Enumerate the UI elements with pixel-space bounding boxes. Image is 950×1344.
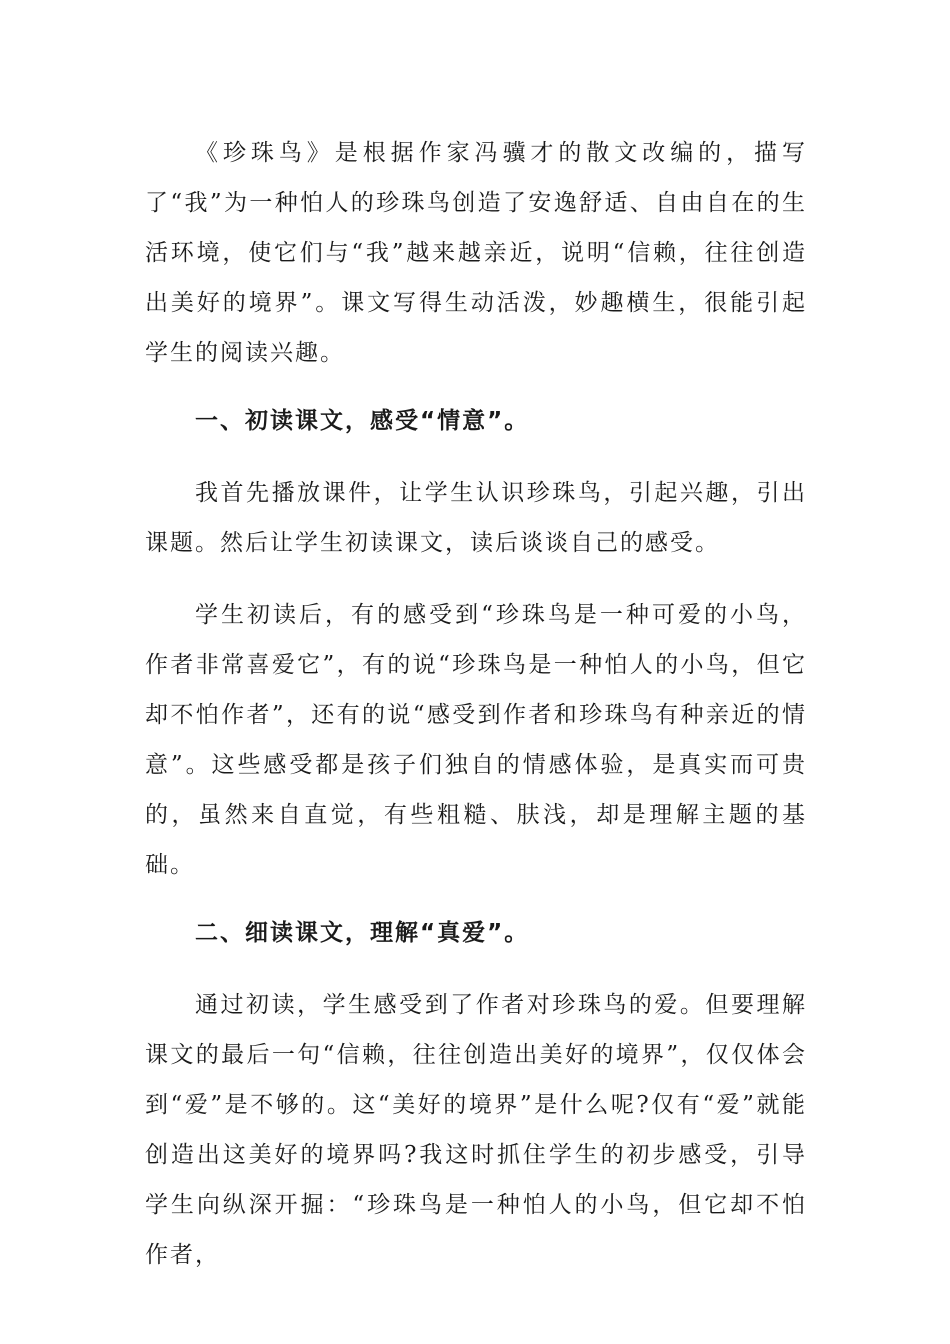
spacer	[145, 890, 807, 908]
paragraph-courseware: 我首先播放课件，让学生认识珍珠鸟，引起兴趣，引出课题。然后让学生初读课文，读后谈谈自己的感受。	[145, 480, 807, 556]
spacer	[145, 446, 807, 468]
spacer	[145, 568, 807, 590]
paragraph-close-reading: 通过初读，学生感受到了作者对珍珠鸟的爱。但要理解课文的最后一句“信赖，往往创造出美好的境界”，仅仅体会到“爱”是不够的。这“美好的境界”是什么呢?仅有“爱”就能创造出这美好的境界吗?我这时抓住学生的初步感受，引导学生向纵深开掘：“珍珠鸟是一种怕人的小鸟，但它却不怕作者，	[145, 992, 807, 1268]
spacer	[145, 958, 807, 980]
section-heading-1: 一、初读课文，感受“情意”。	[195, 408, 530, 434]
paragraph-intro: 《珍珠鸟》是根据作家冯骥才的散文改编的，描写了“我”为一种怕人的珍珠鸟创造了安逸舒适、自由自在的生活环境，使它们与“我”越来越亲近，说明“信赖，往往创造出美好的境界”。课文写得生动活泼，妙趣横生，很能引起学生的阅读兴趣。	[145, 140, 807, 366]
section-heading-2: 二、细读课文，理解“真爱”。	[195, 920, 530, 946]
document-body	[145, 128, 807, 1280]
spacer	[145, 378, 807, 396]
paragraph-student-feelings: 学生初读后，有的感受到“珍珠鸟是一种可爱的小鸟，作者非常喜爱它”，有的说“珍珠鸟是一种怕人的小鸟，但它却不怕作者”，还有的说“感受到作者和珍珠鸟有种亲近的情意”。这些感受都是孩子们独自的情感体验，是真实而可贵的，虽然来自直觉，有些粗糙、肤浅，却是理解主题的基础。	[145, 602, 807, 878]
